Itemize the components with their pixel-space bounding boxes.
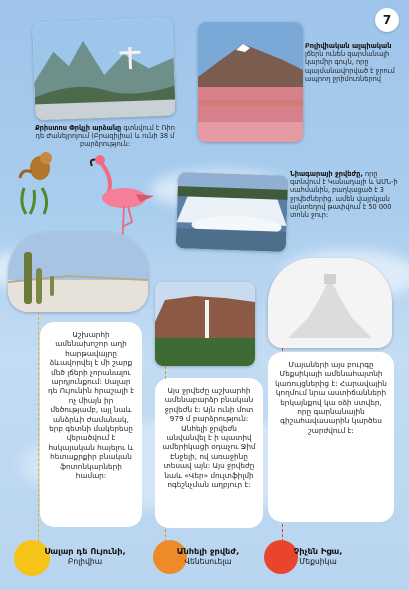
christ-caption: Քրիստոս Փրկչի արձանը գտնվում է Ռիո դե Ժանեյրոյում (Բրազիլիա) և ունի 38 մ բարձրություն:: [35, 124, 175, 149]
angel-falls-label: Անհելի ջրվեժ, Վենեսուելա: [176, 546, 240, 566]
chichen-itza-label: Չիչեն Իցա, Մեքսիկա: [293, 546, 343, 566]
lagoon-caption: Բոլիվիական ալպիական լճերն ունեն զարմանալի կարմիր գույն, որը պայմանավորված է ջրում ապրող ջրիմուռներով: [305, 42, 395, 83]
salar-description: Աշխարհի ամենախոշոր աղի հարթավայրը ձևավորվել է մի շարք մեծ լճերի չորանալու արդյունքում: Սալար դե Ույունին հրաշալի է ոչ միայն իր մեծությամբ, այլ նաև անձրևի ժամանակ, երբ գետնի մակերեսը վերածվում է հսկայական հայելու և հետաքրքիր բնական ֆոտոնկարների համար:: [40, 322, 142, 527]
chichen-itza-description: Մայաների այս բուրգը Մեքսիկայի ամենահայտնի կառույցներից է: Հարավային կողմում նրա աստիճանների երկայնքով կա օձի ստվեր, որը գարնանային գիշահավասարին կարծես շարժվում է:: [268, 352, 394, 522]
red-lagoon-photo: [198, 22, 303, 142]
niagara-caption: Նիագարայի ջրվեժը, որը գտնվում է Կանադայի և ԱՄՆ-ի սահմանին, բաղկացած է 3 ջրվեժներից. ամեն վայրկյան այնտեղով թափվում է 50 000 տոնն ջուր:: [290, 170, 398, 220]
chichen-itza-photo: [268, 258, 392, 348]
monkey-illustration: [14, 148, 56, 216]
niagara-photo: [176, 172, 289, 252]
angel-falls-description: Այս ջրվեժը աշխարհի ամենաբարձր բնական ջրվեժն է: Այն ունի մոտ 979 մ բարձրություն: Անհելի ջրվեժն անվանվել է ի պատիվ ամերիկացի օդաչու Ջիմ Էնջելի, ով առաջինը տեսավ այն: Այս ջրվեժը նաև «Վեր» մուլտֆիլմի ոգեշնչման աղբյուր է:: [155, 378, 263, 528]
christ-redeemer-photo: [32, 18, 175, 121]
salar-label: Սալար դե Ույունի, Բոլիվիա: [44, 546, 126, 566]
salar-de-uyuni-photo: [8, 232, 148, 312]
connector-line: [38, 312, 39, 542]
page-number: 7: [375, 8, 399, 32]
angel-falls-photo: [155, 282, 255, 366]
